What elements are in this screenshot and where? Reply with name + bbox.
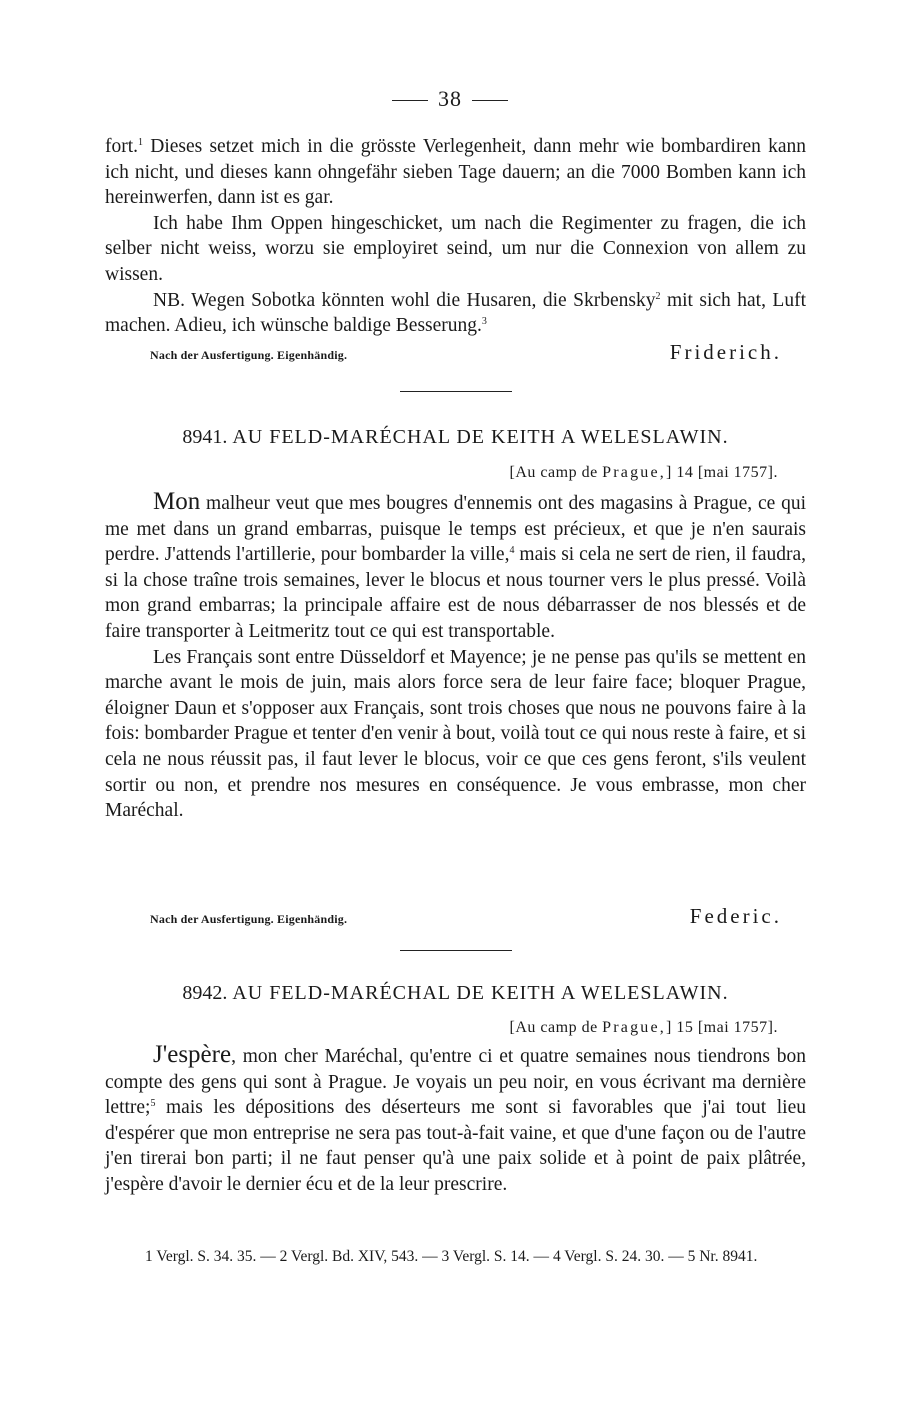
letter-number: 8941. bbox=[182, 426, 228, 448]
footnote-text: Nr. 8941. bbox=[695, 1248, 758, 1265]
letter-heading-8941 bbox=[105, 426, 806, 449]
letter-heading-8942 bbox=[105, 982, 806, 1005]
letter-body-8942 bbox=[105, 1042, 806, 1198]
dateline-8941 bbox=[510, 464, 778, 482]
dateline-text: ] 15 [mai 1757]. bbox=[666, 1019, 778, 1036]
page-number-value: 38 bbox=[438, 86, 462, 111]
page-number-dash-right bbox=[472, 100, 508, 101]
dateline-text: [Au camp de bbox=[509, 464, 603, 481]
page-number bbox=[0, 86, 900, 112]
section-divider bbox=[400, 391, 512, 392]
source-note: Nach der Ausfertigung. Eigenhändig. bbox=[150, 348, 348, 362]
paragraph-text: mais si cela ne sert de rien, il faudra, si la chose traîne trois semaines, lever le blocus et nous tourner vers le plus pressé. Voilà mon grand embarras; la principale affaire est de nous débarrasser de nos blessés et de faire transporter à Leitmeritz tout ce qui est transportable. bbox=[105, 544, 806, 642]
letter-8941-source-line bbox=[150, 904, 782, 934]
footnote-text: Vergl. Bd. XIV, 543. — bbox=[287, 1248, 442, 1265]
paragraph-text: NB. Wegen Sobotka könnten wohl die Husaren, die Skrbensky bbox=[153, 289, 656, 311]
signature: Friderich. bbox=[669, 340, 782, 364]
footnote-ref: 4 bbox=[509, 545, 515, 557]
continuation-paragraph-1 bbox=[105, 134, 806, 211]
footnote-marker: 5 bbox=[687, 1248, 696, 1265]
page-number-dash-left bbox=[392, 100, 428, 101]
letter-body-8941 bbox=[105, 489, 806, 824]
letter-number: 8942. bbox=[182, 982, 228, 1004]
footnote-marker: 2 bbox=[279, 1248, 288, 1265]
source-note: Nach der Ausfertigung. Eigenhändig. bbox=[150, 912, 348, 926]
footnote-marker: 4 bbox=[552, 1248, 561, 1265]
letter-title: AU FELD-MARÉCHAL DE KEITH A WELESLAWIN. bbox=[232, 982, 729, 1004]
letter-title: AU FELD-MARÉCHAL DE KEITH A WELESLAWIN. bbox=[232, 426, 729, 448]
dateline-8942 bbox=[510, 1019, 778, 1037]
continuation-paragraph-2: Ich habe Ihm Oppen hingeschicket, um nach die Regimenter zu fragen, die ich selber nicht weiss, worzu sie employiret seind, um nur die Connexion von allem zu wissen. bbox=[105, 212, 806, 285]
paragraph-text: fort. bbox=[105, 136, 139, 157]
section-divider bbox=[400, 950, 512, 951]
footnote-ref: 5 bbox=[150, 1098, 156, 1110]
paragraph-text: mit sich hat, Luft machen. Adieu, ich wünsche baldige Besserung. bbox=[105, 289, 806, 337]
paragraph-text: malheur veut que mes bougres d'ennemis ont des magasins à Prague, ce qui me met dans un grand embarras, puisque le temps est précieux, et que je n'en saurais perdre. J'attends l'artillerie, pour bombarder la ville, bbox=[105, 493, 806, 566]
dateline-place: Prague, bbox=[602, 1019, 667, 1036]
footnote-marker: 1 bbox=[145, 1248, 153, 1265]
signature: Federic. bbox=[689, 904, 782, 928]
dateline-text: ] 14 [mai 1757]. bbox=[666, 464, 778, 481]
footnotes bbox=[105, 1244, 806, 1269]
dateline-place: Prague, bbox=[602, 464, 667, 481]
paragraph-text: mais les dépositions des déserteurs me sont si favorables que j'ai tout lieu d'espérer que mon entreprise ne sera pas tout-à-fait vaine, et que d'une façon ou de l'autre j'en tirerai bon parti; il ne faut penser qu'à une paix solide et à point de paix plâtrée, j'espère d'avoir le dernier écu et de la leur prescrire. bbox=[105, 1097, 806, 1195]
paragraph-text: Dieses setzet mich in die grösste Verlegenheit, dann mehr wie bombardiren kann ich nicht, und dieses kann ohngefähr sieben Tage dauern; an die 7000 Bomben kann ich hereinwerfen, dann ist es gar. bbox=[105, 136, 806, 209]
opening-word: J'espère bbox=[153, 1041, 232, 1068]
footnote-ref: 1 bbox=[138, 137, 144, 148]
footnote-text: Vergl. S. 14. — bbox=[449, 1248, 553, 1265]
letter-paragraph-1 bbox=[105, 1042, 806, 1198]
paragraph-text: , mon cher Maréchal, qu'entre ci et quatre semaines nous tiendrons bon compte des gens qui sont à Prague. Je voyais un peu noir, en vous écrivant ma dernière lettre; bbox=[105, 1046, 806, 1119]
letter-paragraph-2: Les Français sont entre Düsseldorf et Mayence; je ne pense pas qu'ils se mettent en marche avant le mois de juin, mais alors force sera de leur faire face; bloquer Prague, éloigner Daun et s'opposer aux Français, sont trois choses que nous ne pouvons faire à la fois: bombarder Prague et tenter d'en venir à bout, voilà tout ce qui nous reste à faire, et si cela ne nous réussit pas, il faut lever le blocus, voir ce que ces gens feront, s'ils veulent sortir ou non, et prendre nos mesures en conséquence. Je vous embrasse, mon cher Maréchal. bbox=[105, 646, 806, 822]
continuation-paragraph-3 bbox=[105, 288, 806, 339]
opening-word: Mon bbox=[153, 488, 201, 515]
continuation-text bbox=[105, 134, 806, 339]
footnote-text: Vergl. S. 34. 35. — bbox=[152, 1248, 280, 1265]
letter-paragraph-1 bbox=[105, 489, 806, 645]
continuation-source-line bbox=[150, 340, 782, 370]
footnote-ref: 3 bbox=[481, 316, 487, 328]
footnote-marker: 3 bbox=[441, 1248, 450, 1265]
dateline-text: [Au camp de bbox=[509, 1019, 603, 1036]
footnote-text: Vergl. S. 24. 30. — bbox=[560, 1248, 688, 1265]
footnote-ref: 2 bbox=[655, 290, 661, 302]
